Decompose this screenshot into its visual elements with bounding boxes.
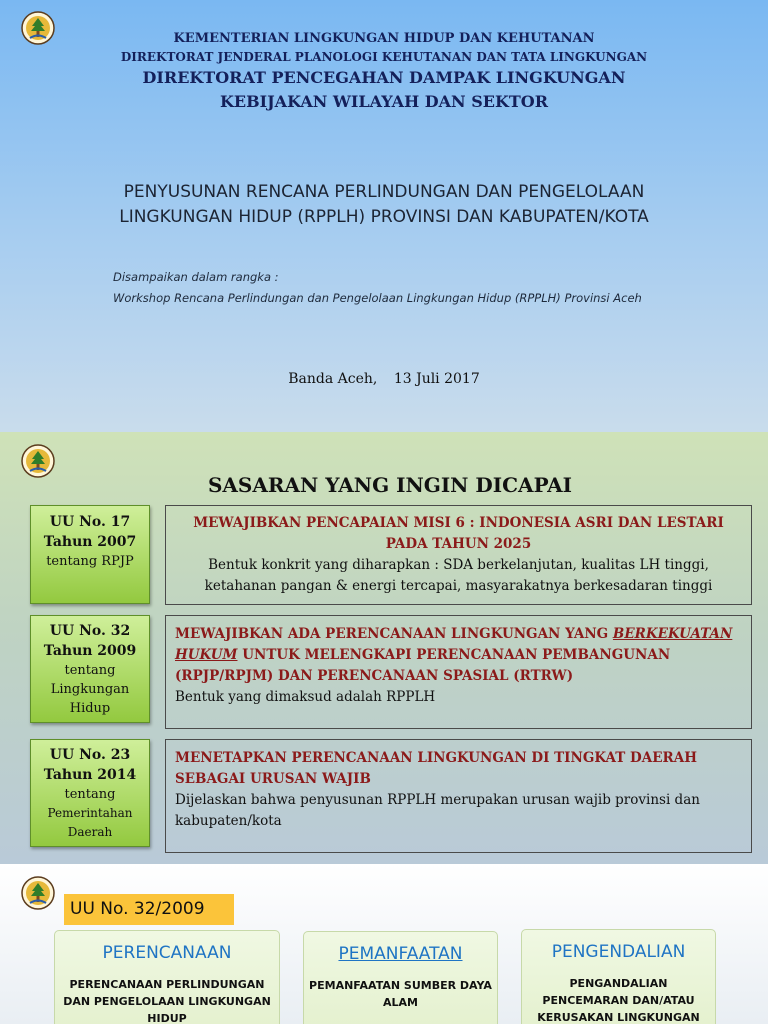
date: 13 Juli 2017: [393, 371, 480, 387]
description-box: [165, 615, 752, 729]
law-box: [30, 739, 150, 847]
aspect-card-utilization: [303, 931, 498, 1024]
law-number: UU No. 23: [49, 747, 131, 763]
law-topic: Lingkungan: [50, 682, 130, 697]
subject-line-2: LINGKUNGAN HIDUP (RPPLH) PROVINSI DAN KABUPATEN/KOTA: [119, 207, 649, 227]
ministry-name: KEMENTERIAN LINGKUNGAN HIDUP DAN KEHUTANAN: [173, 31, 595, 46]
place-date: [0, 371, 768, 387]
law-topic: Daerah: [67, 825, 113, 839]
intro-text: [113, 267, 642, 309]
presentation-subject: [0, 180, 768, 230]
description-heading: MEWAJIBKAN PENCAPAIAN MISI 6 : INDONESIA ASRI DAN LESTARI PADA TAHUN 2025: [193, 515, 724, 552]
law-year: Tahun 2014: [43, 767, 137, 783]
intro-line-1: Disampaikan dalam rangka :: [113, 270, 279, 284]
ministry-emblem-icon: [21, 876, 55, 910]
heading-emphasis: BERKEKUATAN HUKUM: [175, 626, 733, 663]
card-description: PERENCANAAN PERLINDUNGAN DAN PENGELOLAAN LINGKUNGAN HIDUP: [63, 978, 271, 1024]
slide-law-aspects: [0, 864, 768, 1024]
description-body: Dijelaskan bahwa penyusunan RPPLH merupakan urusan wajib provinsi dan kabupaten/kota: [175, 792, 700, 829]
directorate-sub: KEBIJAKAN WILAYAH DAN SEKTOR: [219, 92, 549, 111]
description-heading: MENETAPKAN PERENCANAAN LINGKUNGAN DI TINGKAT DAERAH SEBAGAI URUSAN WAJIB: [175, 750, 697, 787]
directorate-general: DIREKTORAT JENDERAL PLANOLOGI KEHUTANAN DAN TATA LINGKUNGAN: [120, 50, 648, 64]
law-topic: tentang: [64, 787, 116, 802]
card-title: PEMANFAATAN: [338, 944, 463, 964]
aspect-card-planning: [54, 930, 280, 1024]
law-box: [30, 505, 150, 604]
slide-title: [0, 0, 768, 432]
law-topic: Pemerintahan: [47, 806, 133, 820]
card-description: PENGANDALIAN PENCEMARAN DAN/ATAU KERUSAKAN LINGKUNGAN: [537, 977, 700, 1024]
description-box: [165, 505, 752, 605]
law-year: Tahun 2009: [43, 643, 137, 659]
description-body: Bentuk konkrit yang diharapkan : SDA berkelanjutan, kualitas LH tinggi, ketahanan pangan & energi tercapai, masyarakatnya berkesadaran tinggi: [204, 557, 713, 594]
heading-part: MEWAJIBKAN ADA PERENCANAAN LINGKUNGAN YANG: [175, 626, 613, 642]
heading-part: UNTUK MELENGKAPI PERENCANAAN PEMBANGUNAN (RPJP/RPJM) DAN PERENCANAAN SPASIAL (RTRW): [175, 647, 671, 684]
law-topic: tentang: [64, 663, 116, 678]
card-title: PERENCANAAN: [102, 943, 232, 963]
description-box: [165, 739, 752, 853]
law-topic: Hidup: [69, 701, 111, 716]
slide-title: SASARAN YANG INGIN DICAPAI: [207, 473, 573, 497]
law-number: UU No. 17: [49, 514, 131, 530]
uu-label: UU No. 32/2009: [64, 894, 234, 925]
description-body: Bentuk yang dimaksud adalah RPPLH: [175, 689, 436, 705]
law-year: Tahun 2007: [43, 534, 137, 550]
place: Banda Aceh,: [288, 371, 378, 387]
aspect-card-control: [521, 929, 716, 1024]
law-number: UU No. 32: [49, 623, 131, 639]
card-title: PENGENDALIAN: [551, 942, 686, 962]
card-description: PEMANFAATAN SUMBER DAYA ALAM: [309, 979, 492, 1009]
directorate-name: DIREKTORAT PENCEGAHAN DAMPAK LINGKUNGAN: [142, 68, 626, 87]
description-heading: [175, 624, 742, 687]
law-box: [30, 615, 150, 723]
subject-line-1: PENYUSUNAN RENCANA PERLINDUNGAN DAN PENGELOLAAN: [123, 182, 645, 202]
slide-targets: [0, 432, 768, 864]
intro-line-2: Workshop Rencana Perlindungan dan Pengelolaan Lingkungan Hidup (RPPLH) Provinsi Aceh: [113, 291, 642, 305]
law-topic: tentang RPJP: [46, 554, 134, 569]
